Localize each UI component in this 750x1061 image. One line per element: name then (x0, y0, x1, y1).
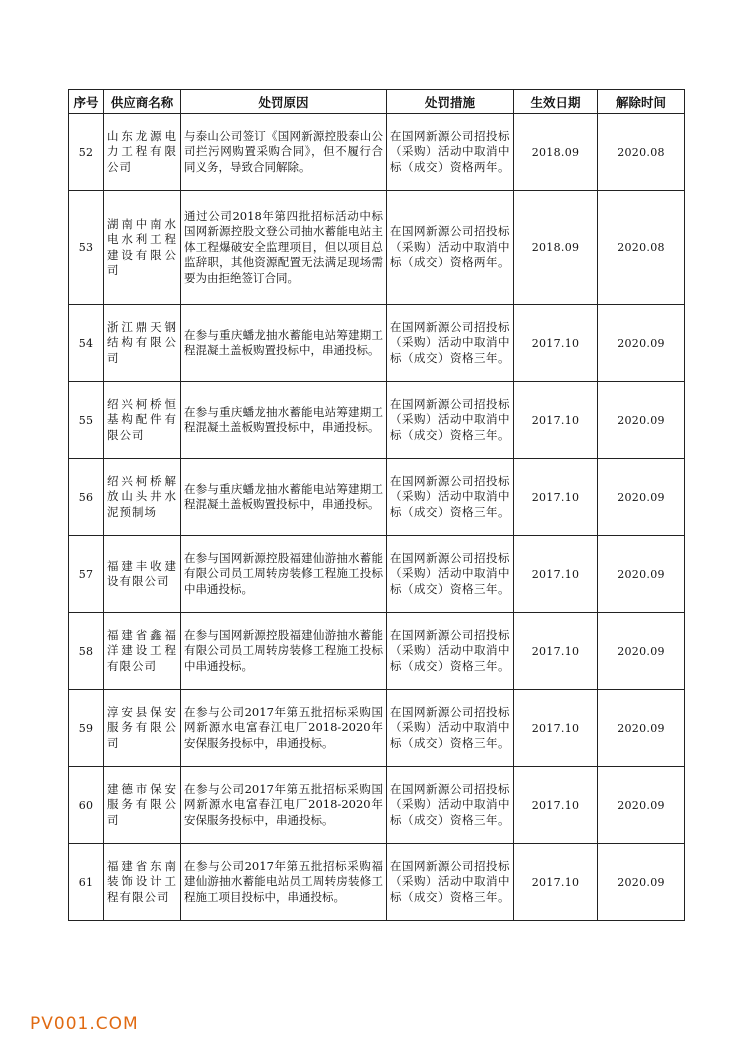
cell-effective-date: 2018.09 (514, 191, 598, 305)
table-row (69, 191, 685, 305)
cell-supplier-name: 建德市保安服务有限公司 (104, 767, 181, 844)
cell-penalty-reason: 在参与重庆蟠龙抽水蓄能电站筹建期工程混凝土盖板购置投标中，串通投标。 (181, 382, 387, 459)
cell-penalty-measure: 在国网新源公司招投标（采购）活动中取消中标（成交）资格三年。 (387, 305, 514, 382)
table-row (69, 305, 685, 382)
cell-serial-no: 56 (69, 459, 104, 536)
cell-effective-date: 2017.10 (514, 382, 598, 459)
cell-release-date: 2020.09 (598, 382, 685, 459)
cell-penalty-reason: 在参与公司2017年第五批招标采购福建仙游抽水蓄能电站员工周转房装修工程施工项目投标中，串通投标。 (181, 844, 387, 921)
table-row (69, 690, 685, 767)
cell-supplier-name: 湖南中南水电水利工程建设有限公司 (104, 191, 181, 305)
cell-penalty-measure: 在国网新源公司招投标（采购）活动中取消中标（成交）资格两年。 (387, 191, 514, 305)
cell-release-date: 2020.09 (598, 305, 685, 382)
cell-supplier-name: 山东龙源电力工程有限公司 (104, 114, 181, 191)
cell-release-date: 2020.08 (598, 114, 685, 191)
cell-release-date: 2020.09 (598, 536, 685, 613)
cell-penalty-measure: 在国网新源公司招投标（采购）活动中取消中标（成交）资格三年。 (387, 382, 514, 459)
cell-release-date: 2020.09 (598, 767, 685, 844)
table-body (69, 114, 685, 921)
cell-serial-no: 52 (69, 114, 104, 191)
cell-penalty-reason: 在参与重庆蟠龙抽水蓄能电站筹建期工程混凝土盖板购置投标中，串通投标。 (181, 305, 387, 382)
table-row (69, 844, 685, 921)
cell-supplier-name: 福建省东南装饰设计工程有限公司 (104, 844, 181, 921)
cell-serial-no: 54 (69, 305, 104, 382)
cell-penalty-reason: 在参与国网新源控股福建仙游抽水蓄能有限公司员工周转房装修工程施工投标中串通投标。 (181, 613, 387, 690)
cell-release-date: 2020.09 (598, 844, 685, 921)
cell-penalty-reason: 在参与重庆蟠龙抽水蓄能电站筹建期工程混凝土盖板购置投标中，串通投标。 (181, 459, 387, 536)
cell-serial-no: 58 (69, 613, 104, 690)
cell-serial-no: 55 (69, 382, 104, 459)
table-row (69, 459, 685, 536)
cell-serial-no: 57 (69, 536, 104, 613)
cell-penalty-measure: 在国网新源公司招投标（采购）活动中取消中标（成交）资格两年。 (387, 114, 514, 191)
cell-penalty-measure: 在国网新源公司招投标（采购）活动中取消中标（成交）资格三年。 (387, 690, 514, 767)
cell-serial-no: 61 (69, 844, 104, 921)
cell-effective-date: 2017.10 (514, 613, 598, 690)
table-row (69, 613, 685, 690)
cell-serial-no: 60 (69, 767, 104, 844)
site-watermark: PV001.COM (30, 1014, 139, 1034)
cell-effective-date: 2017.10 (514, 536, 598, 613)
cell-penalty-measure: 在国网新源公司招投标（采购）活动中取消中标（成交）资格三年。 (387, 536, 514, 613)
penalty-table (68, 89, 685, 921)
table-row (69, 767, 685, 844)
cell-penalty-reason: 在参与国网新源控股福建仙游抽水蓄能有限公司员工周转房装修工程施工投标中串通投标。 (181, 536, 387, 613)
table-row (69, 382, 685, 459)
cell-effective-date: 2017.10 (514, 305, 598, 382)
cell-penalty-reason: 通过公司2018年第四批招标活动中标国网新源控股文登公司抽水蓄能电站主体工程爆破安全监理项目，但以项目总监辞职，其他资源配置无法满足现场需要为由拒绝签订合同。 (181, 191, 387, 305)
cell-release-date: 2020.09 (598, 690, 685, 767)
cell-penalty-measure: 在国网新源公司招投标（采购）活动中取消中标（成交）资格三年。 (387, 767, 514, 844)
cell-release-date: 2020.08 (598, 191, 685, 305)
table-row (69, 536, 685, 613)
cell-supplier-name: 淳安县保安服务有限公司 (104, 690, 181, 767)
cell-effective-date: 2017.10 (514, 459, 598, 536)
cell-penalty-measure: 在国网新源公司招投标（采购）活动中取消中标（成交）资格三年。 (387, 613, 514, 690)
cell-supplier-name: 浙江鼎天钢结构有限公司 (104, 305, 181, 382)
cell-supplier-name: 福建省鑫福洋建设工程有限公司 (104, 613, 181, 690)
header-penalty-measure: 处罚措施 (387, 90, 514, 114)
cell-release-date: 2020.09 (598, 459, 685, 536)
cell-effective-date: 2018.09 (514, 114, 598, 191)
header-serial-no: 序号 (69, 90, 104, 114)
cell-penalty-measure: 在国网新源公司招投标（采购）活动中取消中标（成交）资格三年。 (387, 459, 514, 536)
cell-effective-date: 2017.10 (514, 767, 598, 844)
header-release-date: 解除时间 (598, 90, 685, 114)
header-row (69, 90, 685, 114)
cell-supplier-name: 福建丰收建设有限公司 (104, 536, 181, 613)
table-row (69, 114, 685, 191)
cell-penalty-reason: 在参与公司2017年第五批招标采购国网新源水电富春江电厂2018-2020年安保服务投标中，串通投标。 (181, 767, 387, 844)
cell-serial-no: 59 (69, 690, 104, 767)
cell-supplier-name: 绍兴柯桥解放山头井水泥预制场 (104, 459, 181, 536)
cell-penalty-reason: 在参与公司2017年第五批招标采购国网新源水电富春江电厂2018-2020年安保服务投标中，串通投标。 (181, 690, 387, 767)
header-supplier-name: 供应商名称 (104, 90, 181, 114)
header-penalty-reason: 处罚原因 (181, 90, 387, 114)
header-effective-date: 生效日期 (514, 90, 598, 114)
table-header (69, 90, 685, 114)
cell-penalty-measure: 在国网新源公司招投标（采购）活动中取消中标（成交）资格三年。 (387, 844, 514, 921)
cell-penalty-reason: 与泰山公司签订《国网新源控股泰山公司拦污网购置采购合同》，但不履行合同义务，导致合同解除。 (181, 114, 387, 191)
cell-supplier-name: 绍兴柯桥恒基构配件有限公司 (104, 382, 181, 459)
cell-serial-no: 53 (69, 191, 104, 305)
cell-release-date: 2020.09 (598, 613, 685, 690)
cell-effective-date: 2017.10 (514, 690, 598, 767)
cell-effective-date: 2017.10 (514, 844, 598, 921)
